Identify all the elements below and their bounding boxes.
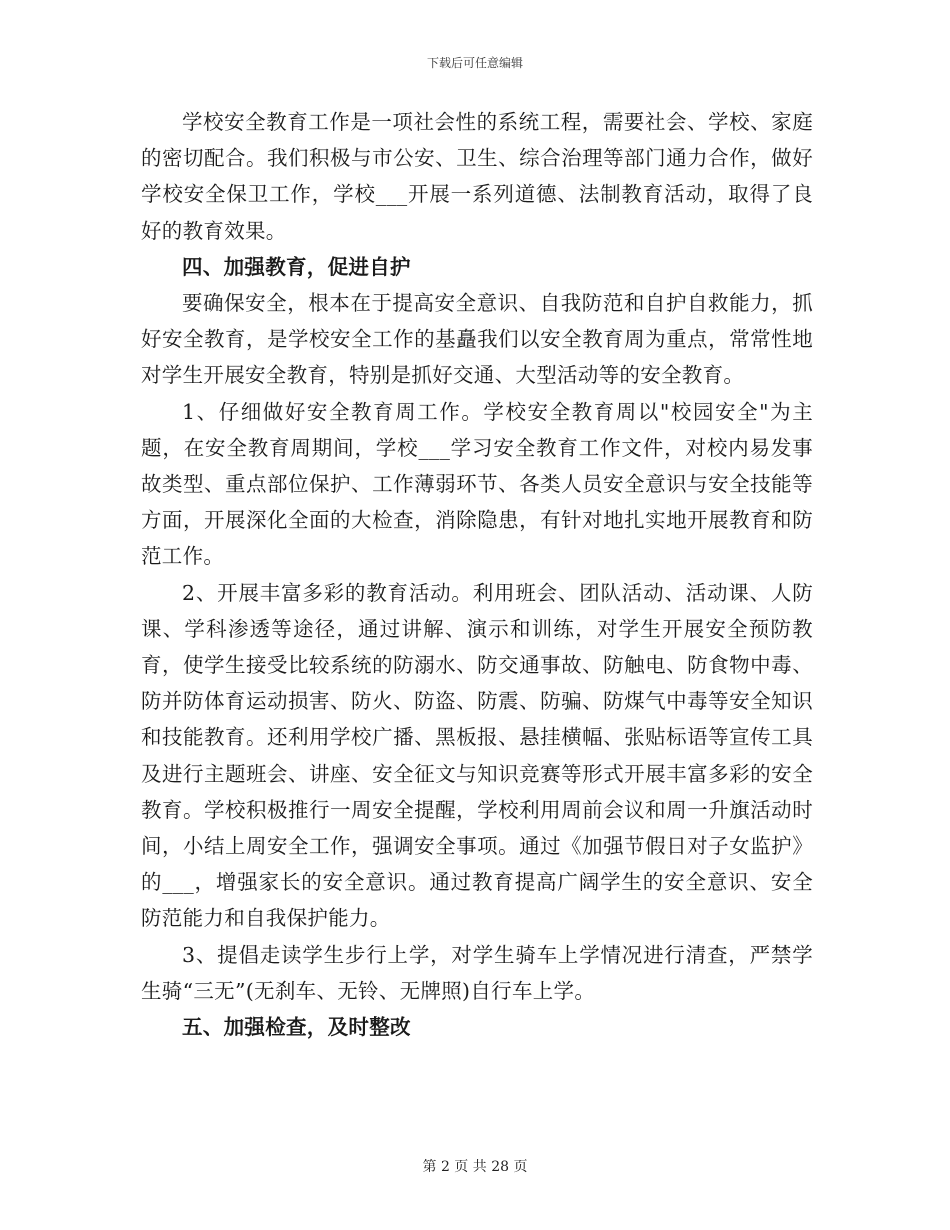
page-header-note: 下载后可任意编辑 — [426, 56, 523, 70]
section-heading-4: 四、加强教育，促进自护 — [182, 254, 411, 279]
page-number: 第 2 页 共 28 页 — [422, 1159, 528, 1175]
paragraph-intro: 学校安全教育工作是一项社会性的系统工程，需要社会、学校、家庭的密切配合。我们积极与市公安、卫生、综合治理等部门通力合作，做好学校安全保卫工作，学校___开展一系列道德、法制教育活动，取得了良好的教育效果。 — [141, 110, 813, 243]
paragraph-item-3: 3、提倡走读学生步行上学，对学生骑车上学情况进行清查，严禁学生骑“三无”(无刹车、无铃、无牌照)自行车上学。 — [141, 942, 813, 1003]
document-body — [141, 104, 813, 1045]
section-heading-5: 五、加强检查，及时整改 — [182, 1015, 411, 1040]
paragraph-safety-awareness: 要确保安全，根本在于提高安全意识、自我防范和自护自救能力，抓好安全教育，是学校安全工作的基矗我们以安全教育周为重点，常常性地对学生开展安全教育，特别是抓好交通、大型活动等的安全教育。 — [141, 291, 813, 388]
paragraph-item-2: 2、开展丰富多彩的教育活动。利用班会、团队活动、活动课、人防课、学科渗透等途径，通过讲解、演示和训练，对学生开展安全预防教育，使学生接受比较系统的防溺水、防交通事故、防触电、防食物中毒、防并防体育运动损害、防火、防盗、防震、防骗、防煤气中毒等安全知识和技能教育。还利用学校广播、黑板报、悬挂横幅、张贴标语等宣传工具及进行主题班会、讲座、安全征文与知识竞赛等形式开展丰富多彩的安全教育。学校积极推行一周安全提醒，学校利用周前会议和周一升旗活动时间，小结上周安全工作，强调安全事项。通过《加强节假日对子女监护》的___，增强家长的安全意识。通过教育提高广阔学生的安全意识、安全防范能力和自我保护能力。 — [141, 580, 813, 931]
paragraph-item-1: 1、仔细做好安全教育周工作。学校安全教育周以"校园安全"为主题，在安全教育周期间，学校___学习安全教育工作文件，对校内易发事故类型、重点部位保护、工作薄弱环节、各类人员安全意识与安全技能等方面，开展深化全面的大检查，消除隐患，有针对地扎实地开展教育和防范工作。 — [141, 399, 813, 569]
